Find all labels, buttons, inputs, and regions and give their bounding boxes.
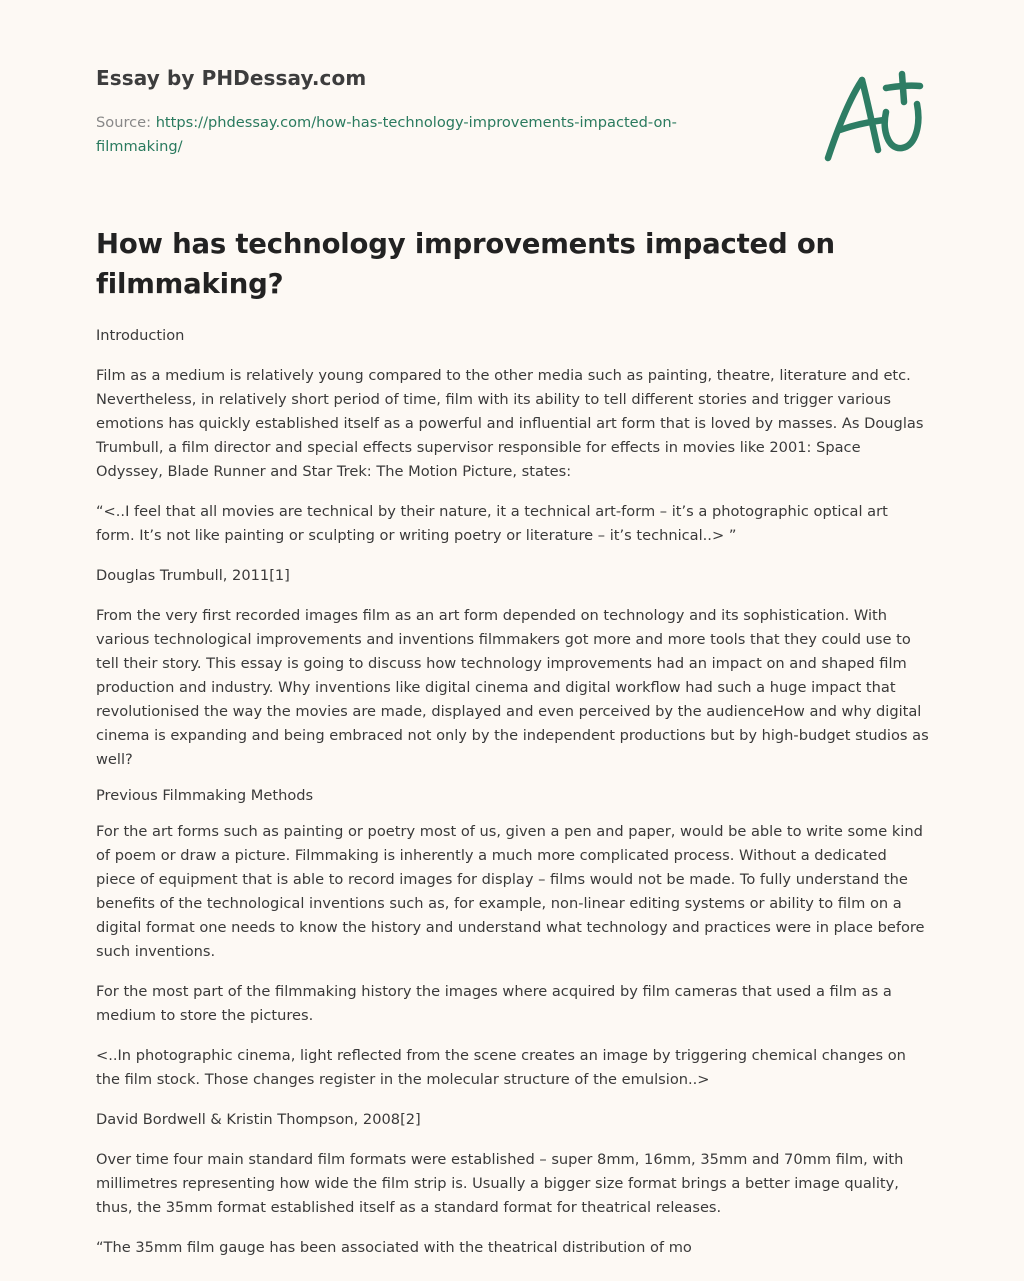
quote: <..In photographic cinema, light reflected from the scene creates an image by triggering chemical changes on the film stock. Those changes register in the molecular structure of the emulsion..> — [96, 1047, 906, 1088]
essay-page — [96, 0, 928, 1281]
source-label: Source: — [96, 114, 156, 131]
quote: “<..I feel that all movies are technical by their nature, it a technical art-form – it’s a photographic optical art form. It’s not like painting or sculpting or writing poetry or literature – it’s technical..> ” — [96, 503, 888, 544]
paragraph: From the very first recorded images film as an art form depended on technology and its sophistication. With various technological improvements and inventions filmmakers got more and more tools that they could use to tell their story. This essay is going to discuss how technology improvements had an impact on and shaped film production and industry. Why inventions like digital cinema and digital workflow had such a huge impact that revolutionised the way the movies are made, displayed and even perceived by the audienceHow and why digital cinema is expanding and being embraced not only by the independent productions but by high-budget studios as well? — [96, 607, 929, 768]
grade-a-plus-logo — [820, 68, 930, 168]
citation: Douglas Trumbull, 2011[1] — [96, 567, 290, 584]
paragraph: Film as a medium is relatively young compared to the other media such as painting, theatre, literature and etc. Nevertheless, in relatively short period of time, film with its ability to tell different stories and trigger various emotions has quickly established itself as a powerful and influential art form that is loved by masses. As Douglas Trumbull, a film director and special effects supervisor responsible for effects in movies like 2001: Space Odyssey, Blade Runner and Star Trek: The Motion Picture, states: — [96, 367, 924, 480]
paragraph: For the art forms such as painting or poetry most of us, given a pen and paper, would be able to write some kind of poem or draw a picture. Filmmaking is inherently a much more complicated process. Without a dedicated piece of equipment that is able to record images for display – films would not be made. To fully understand the benefits of the technological inventions such as, for example, non-linear editing systems or ability to film on a digital format one needs to know the history and understand what technology and practices were in place before such inventions. — [96, 823, 925, 960]
section-heading-previous-methods: Previous Filmmaking Methods — [96, 787, 314, 804]
essay-title: How has technology improvements impacted on filmmaking? — [96, 228, 835, 300]
quote-truncated: “The 35mm film gauge has been associated with the theatrical distribution of mo — [96, 1239, 692, 1256]
citation: David Bordwell & Kristin Thompson, 2008[2] — [96, 1111, 421, 1128]
source-link[interactable]: https://phdessay.com/how-has-technology-improvements-impacted-on-filmmaking/ — [96, 114, 677, 155]
site-brand: Essay by PHDessay.com — [96, 66, 367, 90]
section-heading-introduction: Introduction — [96, 327, 185, 344]
paragraph: For the most part of the filmmaking history the images where acquired by film cameras that used a film as a medium to store the pictures. — [96, 983, 892, 1024]
source-line — [96, 111, 736, 159]
paragraph: Over time four main standard film formats were established – super 8mm, 16mm, 35mm and 70mm film, with millimetres representing how wide the film strip is. Usually a bigger size format brings a better image quality, thus, the 35mm format established itself as a standard format for theatrical releases. — [96, 1151, 904, 1216]
essay-body — [96, 324, 930, 1276]
